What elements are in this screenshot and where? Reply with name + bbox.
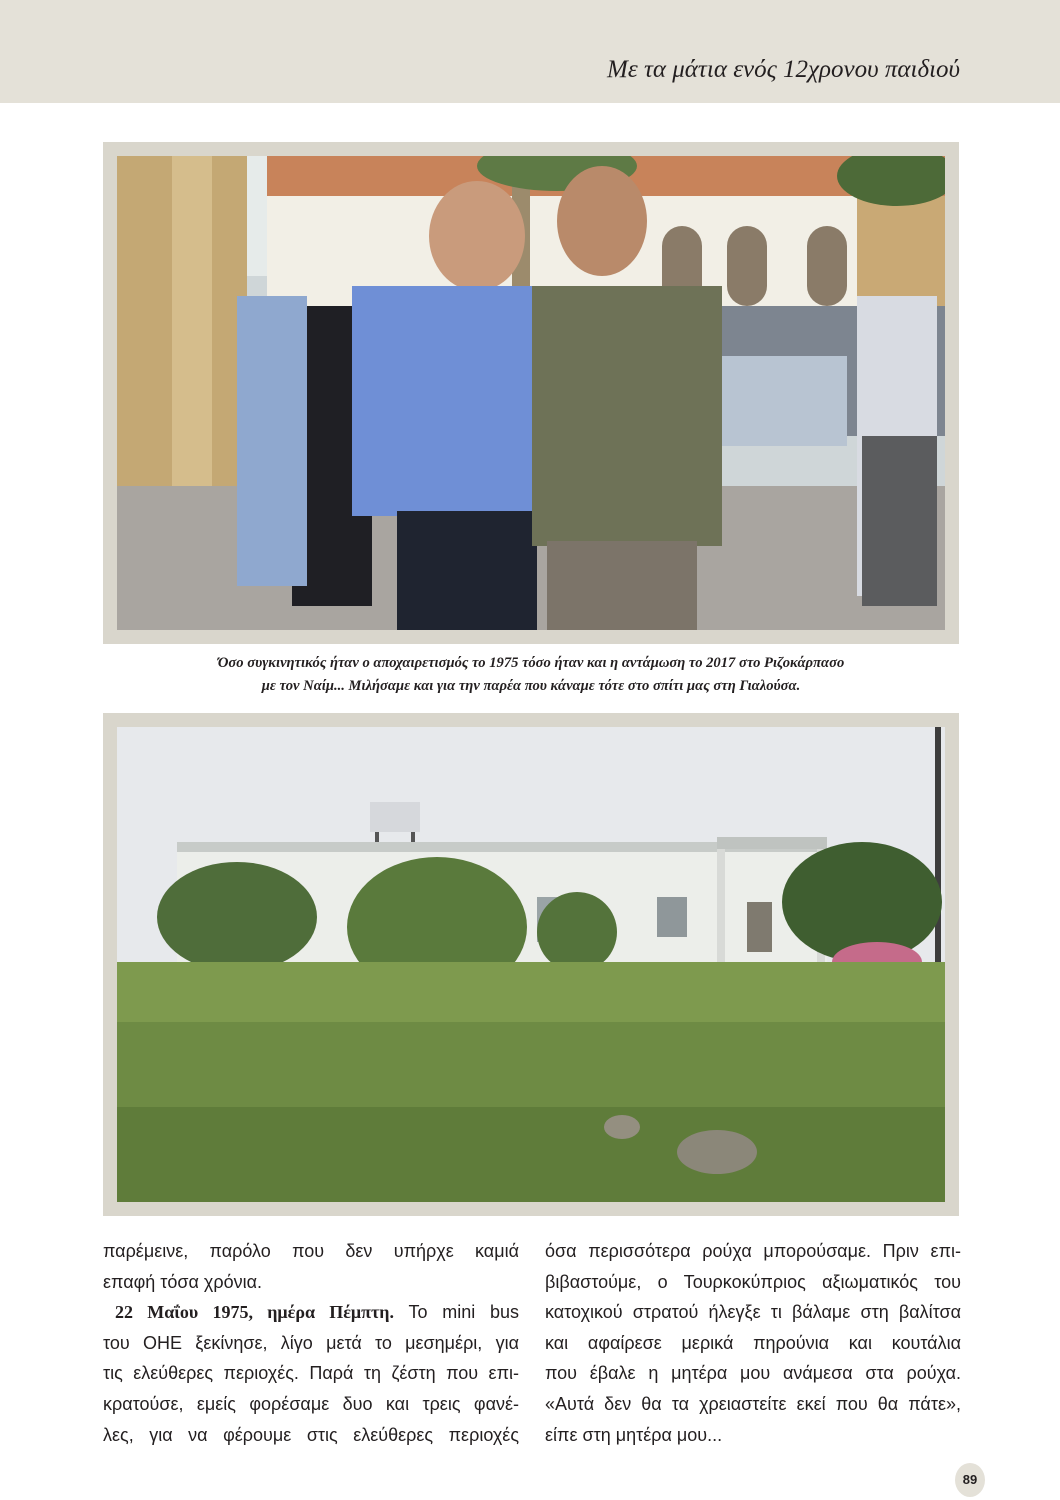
house-photo <box>117 727 945 1202</box>
running-header-title: Με τα μάτια ενός 12χρονου παιδιού <box>607 56 960 83</box>
body-line: παρέμεινε, παρόλο που δεν υπήρχε καμιά <box>103 1241 519 1261</box>
photo-caption <box>120 652 942 698</box>
caption-line-1: Όσο συγκινητικός ήταν ο αποχαιρετισμός το 1975 τόσο ήταν και η αντάμωση το 2017 στο Ριζοκάρπασο <box>217 655 845 671</box>
body-line-date <box>103 1297 519 1328</box>
photo-frame-house <box>103 713 959 1216</box>
header-band <box>0 0 1060 103</box>
body-line: όσα περισσότερα ρούχα μπορούσαμε. Πριν επι- <box>545 1241 961 1261</box>
photo-frame-reunion <box>103 142 959 644</box>
body-column-left <box>103 1236 519 1450</box>
body-line: που έβαλε η μητέρα μου ανάμεσα στα ρούχα. <box>545 1363 961 1384</box>
date-heading: 22 Μαΐου 1975, ημέρα Πέμπτη. <box>115 1302 395 1323</box>
body-line: τις ελεύθερες περιοχές. Παρά τη ζέστη που επι- <box>103 1363 519 1384</box>
body-line: βιβαστούμε, ο Τουρκοκύπριος αξιωματικός του <box>545 1271 961 1292</box>
body-line: του ΟΗΕ ξεκίνησε, λίγο μετά το μεσημέρι, για <box>103 1332 519 1353</box>
body-line: είπε στη μητέρα μου... <box>545 1424 723 1445</box>
body-line: λες, για να φέρουμε στις ελεύθερες περιοχές <box>103 1424 519 1445</box>
body-line: επαφή τόσα χρόνια. <box>103 1271 263 1292</box>
body-line: κρατούσε, εμείς φορέσαμε δυο και τρεις φανέ- <box>103 1393 519 1414</box>
body-column-right <box>545 1236 961 1450</box>
body-line: κατοχικού στρατού ήλεγξε τι βάλαμε στη βαλίτσα <box>545 1302 961 1323</box>
body-line: «Αυτά δεν θα τα χρειαστείτε εκεί που θα πάτε», <box>545 1393 961 1414</box>
page-number: 89 <box>955 1463 985 1497</box>
caption-line-2: με τον Ναίμ... Μιλήσαμε και για την παρέα που κάναμε τότε στο σπίτι μας στη Γιαλούσα. <box>261 678 801 694</box>
reunion-photo <box>117 156 945 630</box>
body-text: Το mini bus <box>394 1302 520 1323</box>
body-line: και αφαίρεσε μερικά πηρούνια και κουτάλια <box>545 1332 961 1353</box>
